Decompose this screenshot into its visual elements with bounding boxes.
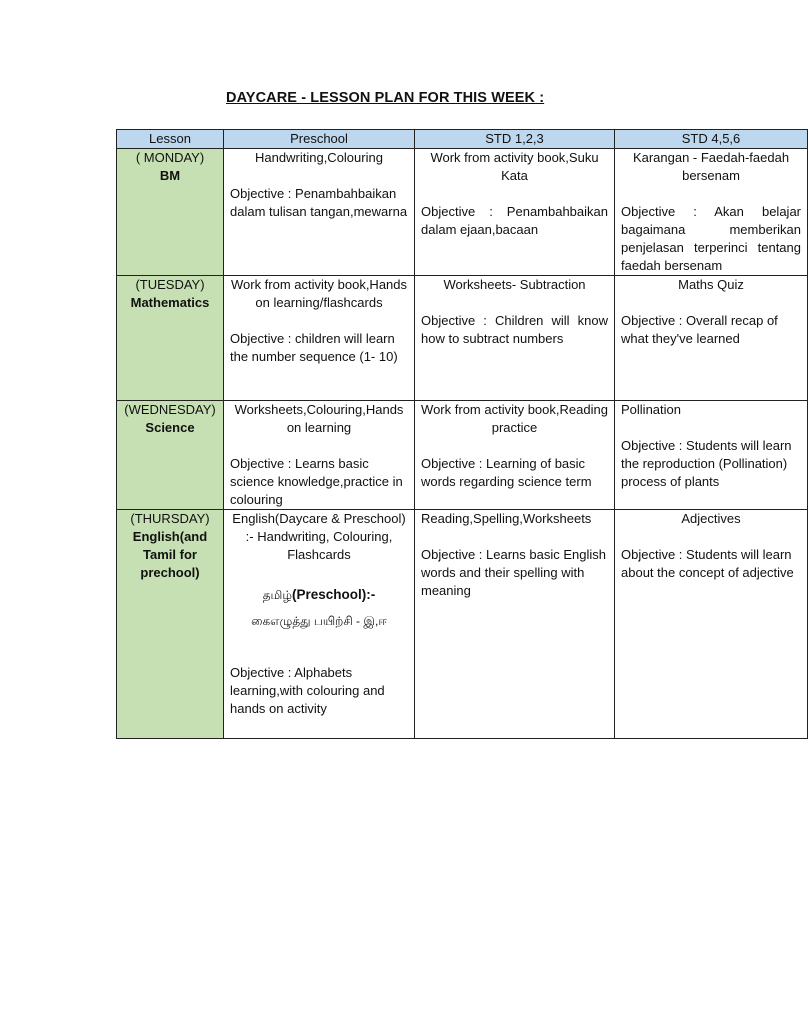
objective-text: Objective : Learns basic English words and their spelling with meaning: [421, 547, 606, 598]
task-text: Maths Quiz: [678, 277, 744, 292]
header-row: [117, 130, 808, 149]
task-text: Pollination: [621, 402, 681, 417]
day-label: (WEDNESDAY): [124, 402, 216, 417]
objective-text: Objective : Penambahbaikan dalam tulisan tangan,mewarna: [230, 186, 408, 219]
std456-cell: [615, 510, 808, 739]
preschool-cell: [224, 401, 415, 510]
task-text: Adjectives: [681, 511, 741, 526]
std456-cell: [615, 149, 808, 276]
task-text: Work from activity book,Suku Kata: [430, 150, 599, 183]
subject-label: Mathematics: [130, 295, 210, 310]
header-std456: STD 4,5,6: [615, 130, 808, 149]
task-text: English(Daycare & Preschool) :- Handwriting, Colouring, Flashcards: [232, 511, 406, 562]
header-std123: STD 1,2,3: [415, 130, 615, 149]
subject-label: BM: [159, 168, 181, 183]
table-row-tuesday: [117, 276, 808, 401]
lesson-cell: [117, 276, 224, 401]
task-text: Karangan - Faedah-faedah bersenam: [632, 150, 790, 183]
std123-cell: [415, 149, 615, 276]
header-lesson: Lesson: [117, 130, 224, 149]
preschool-cell: [224, 149, 415, 276]
task-text: Worksheets,Colouring,Hands on learning: [234, 402, 404, 435]
preschool-cell: [224, 276, 415, 401]
day-label: ( MONDAY): [135, 150, 205, 165]
lesson-cell: [117, 510, 224, 739]
objective-text: Objective : children will learn the number sequence (1- 10): [230, 331, 398, 364]
day-label: (TUESDAY): [135, 277, 205, 292]
std456-cell: [615, 401, 808, 510]
objective-text: Objective : Learns basic science knowledge,practice in colouring: [230, 456, 403, 507]
table-row-wednesday: [117, 401, 808, 510]
preschool-cell: [224, 510, 415, 739]
objective-text: Objective : Akan belajar bagaimana memberikan penjelasan terperinci tentang faedah bersenam: [621, 204, 801, 273]
std123-cell: [415, 276, 615, 401]
std456-cell: [615, 276, 808, 401]
day-label: (THURSDAY): [130, 511, 210, 526]
lesson-cell: [117, 401, 224, 510]
table-row-monday: [117, 149, 808, 276]
objective-text: Objective : Students will learn the reproduction (Pollination) process of plants: [621, 438, 792, 489]
objective-text: Objective : Learning of basic words regarding science term: [421, 456, 592, 489]
objective-text: Objective : Students will learn about the concept of adjective: [621, 547, 794, 580]
table-row-thursday: [117, 510, 808, 739]
objective-text: Objective : Alphabets learning,with colouring and hands on activity: [230, 665, 385, 716]
subject-label: Science: [145, 420, 195, 435]
objective-text: Objective : Penambahbaikan dalam ejaan,bacaan: [421, 204, 608, 237]
std123-cell: [415, 510, 615, 739]
lesson-plan-table: [116, 129, 808, 739]
task-text: Reading,Spelling,Worksheets: [421, 511, 592, 526]
task-text: Worksheets- Subtraction: [443, 277, 586, 292]
objective-text: Objective : Overall recap of what they've learned: [621, 313, 778, 346]
task-text: Handwriting,Colouring: [255, 150, 383, 165]
tamil-heading: தமிழ்(Preschool):-: [262, 587, 376, 602]
header-preschool: Preschool: [224, 130, 415, 149]
lesson-cell: [117, 149, 224, 276]
task-text: Work from activity book,Hands on learning/flashcards: [230, 277, 408, 310]
subject-label: English(and Tamil for prechool): [132, 529, 208, 580]
tamil-line: கைஎழுத்து பயிற்சி - இ,ஈ: [251, 614, 387, 628]
task-text: Work from activity book,Reading practice: [421, 402, 608, 435]
page-title: DAYCARE - LESSON PLAN FOR THIS WEEK :: [226, 90, 545, 106]
objective-text: Objective : Children will know how to subtract numbers: [421, 313, 608, 346]
std123-cell: [415, 401, 615, 510]
